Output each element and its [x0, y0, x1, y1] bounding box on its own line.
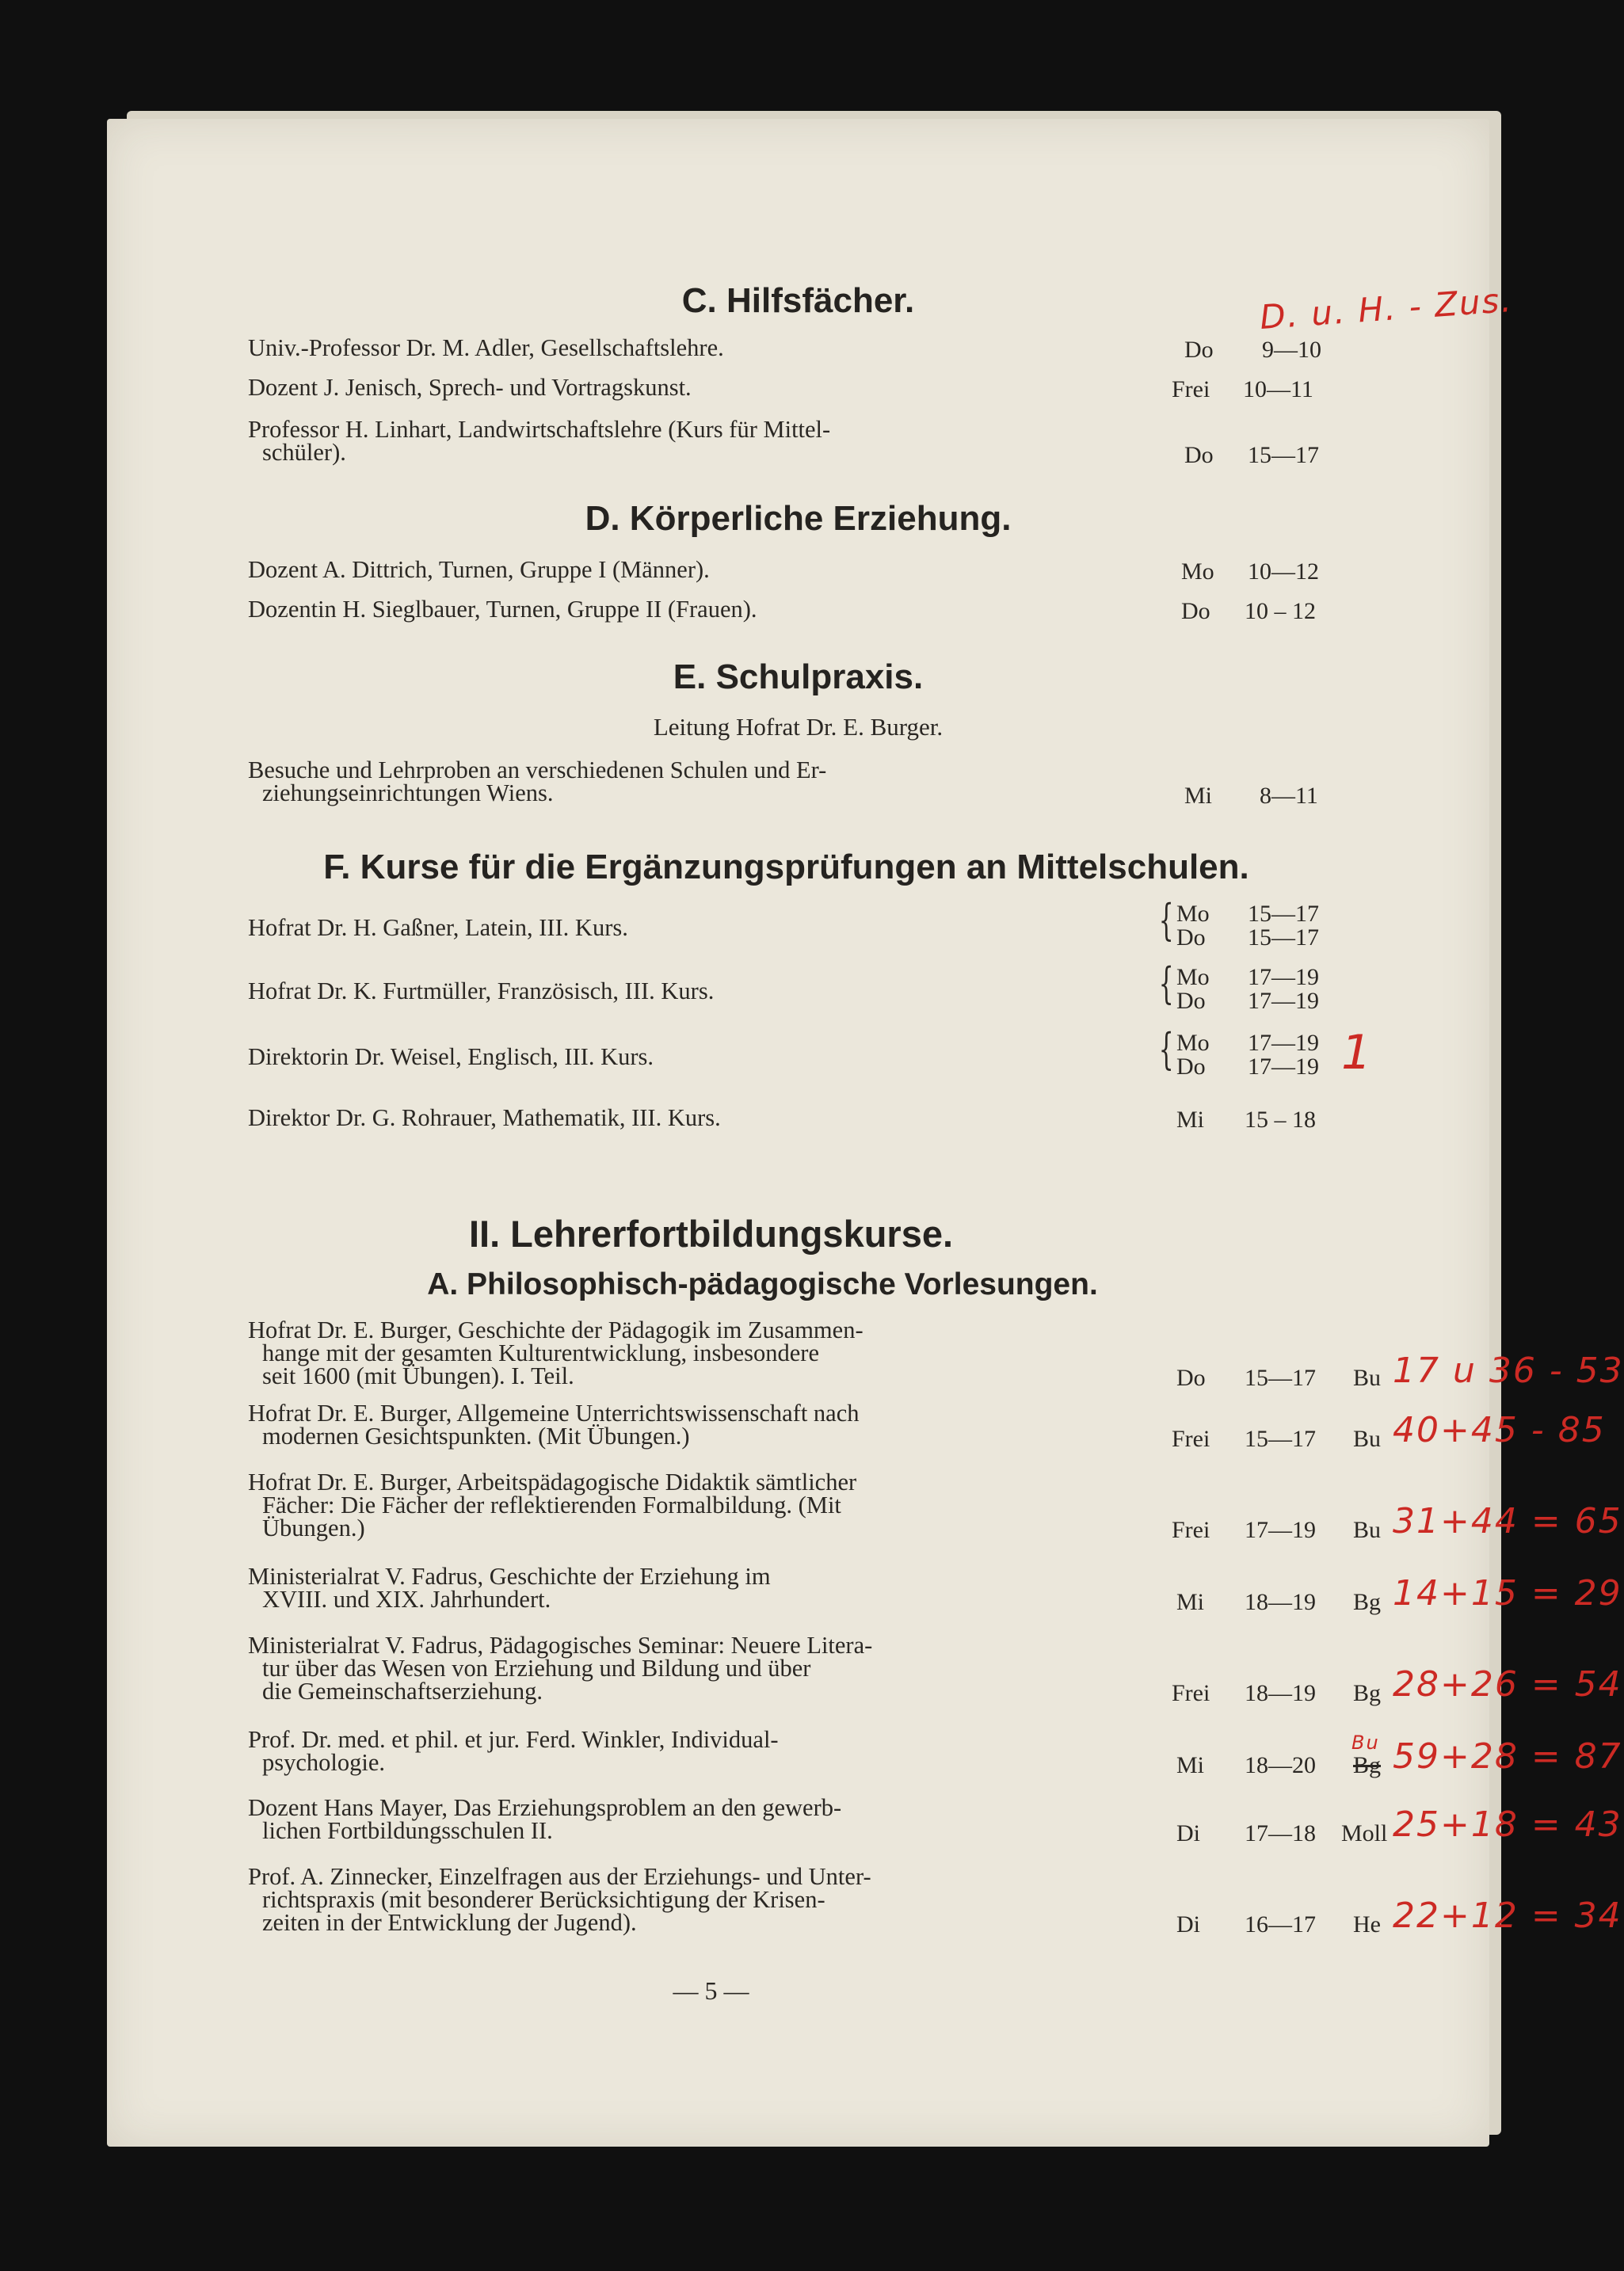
entry-room: Bg — [1353, 1752, 1382, 1778]
entry-room: Bg — [1353, 1680, 1382, 1706]
handwritten-count: 17 u 36 - 53 — [1393, 1351, 1624, 1391]
entry-text: Prof. Dr. med. et phil. et jur. Ferd. Winkler, Individual- psychologie. — [248, 1726, 779, 1776]
brace-icon: { — [1158, 1024, 1174, 1074]
entry-day: Di — [1176, 1820, 1200, 1846]
entry-day: Mo — [1181, 558, 1214, 585]
entry-time: 8—11 — [1260, 783, 1318, 809]
section-c-title: C. Hilfsfächer. — [681, 281, 915, 320]
entry-text: Ministerialrat V. Fadrus, Pädagogisches Seminar: Neuere Litera- tur über das Wesen von Erziehung und Bildung und über die Gemeinschaftserziehung. — [248, 1632, 873, 1705]
entry-time: 18—20 — [1245, 1752, 1316, 1778]
entry-text: Hofrat Dr. E. Burger, Allgemeine Unterrichtswissenschaft nach modernen Gesichtspunkten. (Mit Übungen.) — [248, 1400, 860, 1450]
entry-day: Do — [1184, 442, 1214, 468]
handwritten-count: 31+44 = 65 — [1393, 1501, 1622, 1541]
entry-day: Mo — [1176, 964, 1210, 990]
section-ii-title: II. Lehrerfortbildungskurse. — [468, 1213, 954, 1255]
entry-time: 15—17 — [1245, 1426, 1316, 1452]
entry-time: 15—17 — [1248, 924, 1319, 951]
page — [107, 119, 1624, 2147]
entry-text: Dozent J. Jenisch, Sprech- und Vortragskunst. — [248, 374, 692, 401]
handwritten-count: 14+15 = 29 — [1393, 1573, 1622, 1614]
entry-day: Mo — [1176, 1030, 1210, 1056]
entry-time: 17—18 — [1245, 1820, 1316, 1846]
entry-text: Hofrat Dr. H. Gaßner, Latein, III. Kurs. — [248, 914, 628, 941]
entry-text: Dozentin H. Sieglbauer, Turnen, Gruppe II (Frauen). — [248, 596, 757, 623]
entry-text: Ministerialrat V. Fadrus, Geschichte der Erziehung im XVIII. und XIX. Jahrhundert. — [248, 1563, 771, 1613]
entry-text: Dozent Hans Mayer, Das Erziehungsproblem an den gewerb- lichen Fortbildungsschulen II. — [248, 1794, 842, 1844]
handwritten-count: 25+18 = 43 — [1393, 1804, 1622, 1845]
entry-day: Frei — [1172, 1680, 1210, 1706]
handwritten-count: 22+12 = 34 — [1393, 1896, 1622, 1936]
entry-text: Direktorin Dr. Weisel, Englisch, III. Kurs. — [248, 1043, 654, 1070]
entry-day: Di — [1176, 1911, 1200, 1938]
entry-time: 18—19 — [1245, 1680, 1316, 1706]
entry-time: 15 – 18 — [1245, 1107, 1316, 1133]
entry-time: 17—19 — [1245, 1517, 1316, 1543]
entry-day: Frei — [1172, 376, 1210, 402]
entry-time: 17—19 — [1248, 964, 1319, 990]
handwritten-mark: 1 — [1341, 1025, 1374, 1080]
page-content — [107, 119, 1624, 2147]
entry-time: 17—19 — [1248, 1030, 1319, 1056]
entry-room: Moll — [1341, 1820, 1388, 1846]
entry-text: Hofrat Dr. E. Burger, Arbeitspädagogische Didaktik sämtlicher Fächer: Die Fächer der reflektierenden Formalbildung. (Mit Übungen.) — [248, 1469, 857, 1541]
entry-day: Mi — [1184, 783, 1213, 809]
entry-text: Dozent A. Dittrich, Turnen, Gruppe I (Männer). — [248, 556, 710, 583]
entry-day: Frei — [1172, 1426, 1210, 1452]
entry-time: 18—19 — [1245, 1589, 1316, 1615]
entry-text: Hofrat Dr. E. Burger, Geschichte der Pädagogik im Zusammen- hange mit der gesamten Kulturentwicklung, insbesondere seit 1600 (mit Übungen). I. Teil. — [248, 1316, 863, 1389]
section-a-title: A. Philosophisch-pädagogische Vorlesungen. — [427, 1267, 1098, 1301]
entry-room: Bu — [1353, 1365, 1382, 1391]
entry-text: Prof. A. Zinnecker, Einzelfragen aus der Erziehungs- und Unter- richtspraxis (mit besonderer Berücksichtigung der Krisen- zeiten in der Entwicklung der Jugend). — [248, 1863, 871, 1936]
entry-day: Do — [1176, 924, 1206, 951]
entry-day: Do — [1181, 598, 1210, 624]
entry-day: Mi — [1176, 1589, 1205, 1615]
entry-time: 15—17 — [1248, 901, 1319, 927]
entry-room: Bu — [1353, 1426, 1382, 1452]
entry-day: Do — [1184, 337, 1214, 363]
handwritten-room-correction: Bu — [1351, 1732, 1380, 1754]
section-e-leitung: Leitung Hofrat Dr. E. Burger. — [653, 713, 944, 741]
entry-room: Bu — [1353, 1517, 1382, 1543]
entry-day: Mo — [1176, 901, 1210, 927]
entry-time: 10 – 12 — [1245, 598, 1316, 624]
entry-day: Do — [1176, 988, 1206, 1014]
entry-text: Univ.-Professor Dr. M. Adler, Gesellschaftslehre. — [248, 334, 724, 361]
section-e-title: E. Schulpraxis. — [673, 657, 924, 696]
entry-room: He — [1353, 1911, 1381, 1938]
entry-time: 16—17 — [1245, 1911, 1316, 1938]
entry-text: Besuche und Lehrproben an verschiedenen Schulen und Er- ziehungseinrichtungen Wiens. — [248, 756, 827, 806]
entry-time: 10—12 — [1248, 558, 1319, 585]
entry-text: Professor H. Linhart, Landwirtschaftslehre (Kurs für Mittel- schüler). — [248, 416, 831, 466]
handwritten-count: 28+26 = 54 — [1393, 1664, 1622, 1705]
entry-time: 9—10 — [1262, 337, 1321, 363]
section-f-title: F. Kurse für die Ergänzungsprüfungen an Mittelschulen. — [323, 848, 1249, 886]
entry-time: 17—19 — [1248, 988, 1319, 1014]
handwritten-count: 40+45 - 85 — [1393, 1410, 1606, 1450]
entry-day: Mi — [1176, 1752, 1205, 1778]
handwritten-count: 59+28 = 87 — [1393, 1736, 1622, 1777]
entry-time: 17—19 — [1248, 1054, 1319, 1080]
entry-time: 15—17 — [1248, 442, 1319, 468]
brace-icon: { — [1158, 895, 1174, 945]
entry-day: Mi — [1176, 1107, 1205, 1133]
section-d-title: D. Körperliche Erziehung. — [585, 499, 1012, 538]
page-number: — 5 — — [673, 1976, 749, 2005]
brace-icon: { — [1158, 958, 1174, 1008]
entry-room: Bg — [1353, 1589, 1382, 1615]
entry-time: 10—11 — [1243, 376, 1313, 402]
entry-time: 15—17 — [1245, 1365, 1316, 1391]
entry-text: Hofrat Dr. K. Furtmüller, Französisch, III. Kurs. — [248, 977, 715, 1004]
entry-day: Frei — [1172, 1517, 1210, 1543]
entry-day: Do — [1176, 1365, 1206, 1391]
entry-day: Do — [1176, 1054, 1206, 1080]
entry-text: Direktor Dr. G. Rohrauer, Mathematik, III. Kurs. — [248, 1104, 721, 1131]
handwritten-header-note: D. u. H. - Zus. — [1258, 280, 1515, 337]
